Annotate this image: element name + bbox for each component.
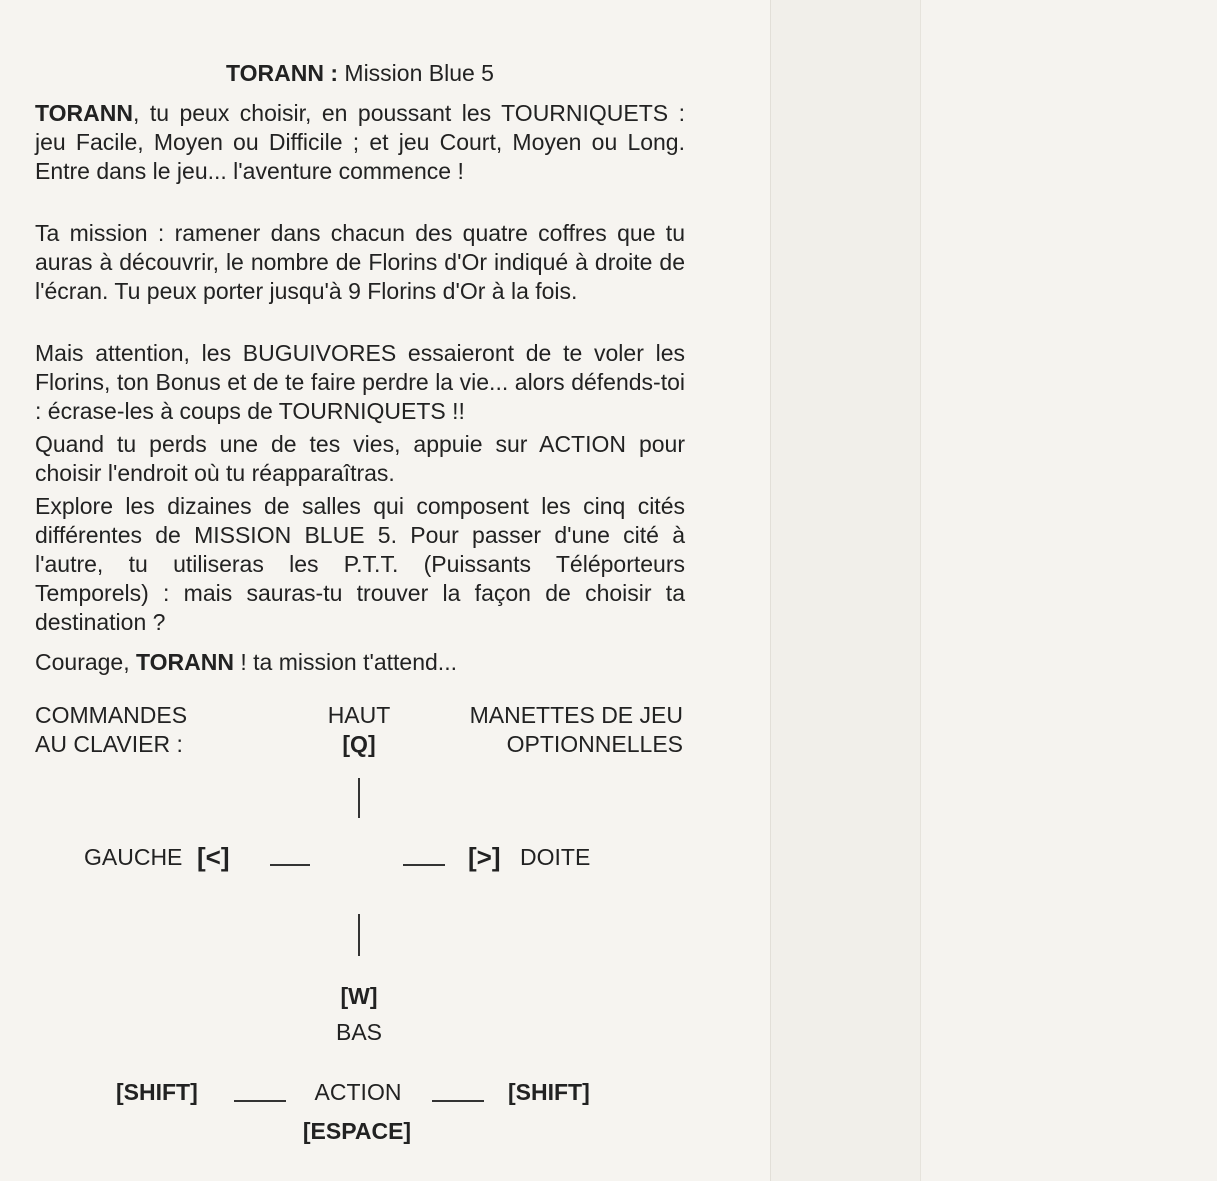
action-right-line: [432, 1100, 484, 1102]
shift-left-key: [SHIFT]: [116, 1079, 198, 1105]
down-label: BAS: [335, 1019, 383, 1045]
up-connector-line: [358, 778, 360, 818]
intro-text: , tu peux choisir, en poussant les TOURNIQUETS : jeu Facile, Moyen ou Difficile ; et jeu Court, Moyen ou Long. Entre dans le jeu... l'aventure commence !: [35, 100, 685, 184]
paragraph-courage: [35, 648, 685, 677]
paragraph-lives: Quand tu perds une de tes vies, appuie sur ACTION pour choisir l'endroit où tu réapparaîtras.: [35, 431, 685, 486]
space-key: [ESPACE]: [302, 1118, 412, 1144]
action-label: ACTION: [314, 1079, 402, 1105]
courage-post: ! ta mission t'attend...: [233, 649, 457, 675]
down-connector-line: [358, 914, 360, 956]
page-title: [35, 60, 685, 87]
up-label: HAUT: [327, 702, 391, 728]
title-name: TORANN :: [226, 60, 339, 86]
right-blank-panel: [920, 0, 1217, 1181]
up-key: [Q]: [342, 731, 376, 757]
right-label: DOITE: [520, 844, 591, 870]
keyboard-heading-line2: AU CLAVIER :: [35, 731, 183, 757]
courage-bold-name: TORANN: [136, 649, 234, 675]
joystick-heading-line1: MANETTES DE JEU: [469, 702, 683, 728]
paragraph-explore: Explore les dizaines de salles qui composent les cinq cités différentes de MISSION BLUE 5. Pour passer d'une cité à l'autre, tu utiliseras les P.T.T. (Puissants Téléporteurs Temporels) : mais sauras-tu trouver la façon de choisir ta destination ?: [35, 493, 685, 635]
paragraph-warning: Mais attention, les BUGUIVORES essaieront de te voler les Florins, ton Bonus et de te faire perdre la vie... alors défends-toi : écrase-les à coups de TOURNIQUETS !!: [35, 340, 685, 424]
shift-right-key: [SHIFT]: [508, 1079, 590, 1105]
joystick-heading-line2: OPTIONNELLES: [506, 731, 683, 757]
right-connector-line: [403, 864, 445, 866]
paragraph-intro: [35, 99, 685, 186]
right-key: [>]: [468, 842, 501, 872]
action-left-line: [234, 1100, 286, 1102]
left-label: GAUCHE: [84, 844, 183, 870]
title-rest: Mission Blue 5: [344, 60, 494, 86]
paragraph-mission: Ta mission : ramener dans chacun des quatre coffres que tu auras à découvrir, le nombre de Florins d'Or indiqué à droite de l'écran. Tu peux porter jusqu'à 9 Florins d'Or à la fois.: [35, 220, 685, 304]
intro-bold-name: TORANN: [35, 100, 133, 126]
keyboard-heading-line1: COMMANDES: [35, 702, 188, 728]
courage-pre: Courage,: [35, 649, 137, 675]
down-key: [W]: [340, 983, 378, 1009]
middle-fold-panel: [770, 0, 921, 1181]
left-connector-line: [270, 864, 310, 866]
left-key: [<]: [197, 842, 230, 872]
